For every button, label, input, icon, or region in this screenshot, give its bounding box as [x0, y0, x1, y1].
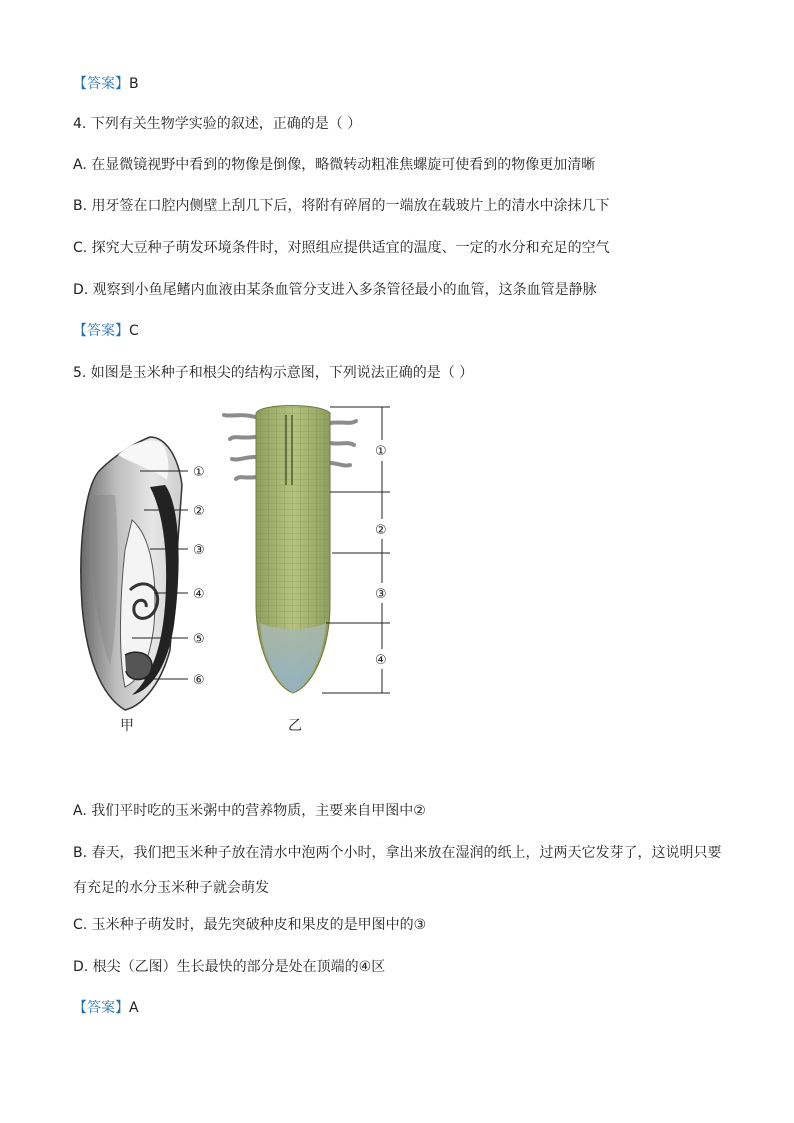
- answer-line-q5: [73, 998, 139, 1018]
- question-5-stem: 5. 如图是玉米种子和根尖的结构示意图，下列说法正确的是（ ）: [73, 365, 474, 381]
- q4-option-b: B. 用牙签在口腔内侧壁上刮几下后，将附有碎屑的一端放在载玻片上的清水中涂抹几下: [73, 198, 610, 214]
- yi-label-3: ③: [375, 587, 387, 602]
- q5-option-b-cont: 有充足的水分玉米种子就会萌发: [73, 880, 269, 896]
- answer-line-q4: [73, 321, 139, 341]
- q5-option-c: C. 玉米种子萌发时，最先突破种皮和果皮的是甲图中的③: [73, 917, 427, 933]
- answer-tag: 【答案】: [73, 1000, 129, 1016]
- answer-value: B: [129, 76, 139, 92]
- q5-option-a: A. 我们平时吃的玉米粥中的营养物质，主要来自甲图中②: [73, 803, 426, 819]
- jia-label-1: ①: [193, 465, 205, 480]
- jia-label-6: ⑥: [193, 673, 205, 688]
- answer-value: C: [129, 323, 139, 339]
- root-hair: [232, 457, 255, 460]
- corn-seed-labels: [130, 455, 220, 695]
- figure-yi-caption: 乙: [288, 718, 302, 734]
- q4-option-c: C. 探究大豆种子萌发环境条件时，对照组应提供适宜的温度、一定的水分和充足的空气: [73, 240, 610, 256]
- root-tip-labels: [320, 405, 400, 700]
- jia-label-5: ⑤: [193, 632, 205, 647]
- yi-label-1: ①: [375, 444, 387, 459]
- jia-label-3: ③: [193, 543, 205, 558]
- root-hair: [236, 477, 256, 479]
- question-4-stem: 4. 下列有关生物学实验的叙述，正确的是（ ）: [73, 116, 362, 132]
- yi-label-2: ②: [375, 523, 387, 538]
- answer-tag: 【答案】: [73, 323, 129, 339]
- answer-tag: 【答案】: [73, 76, 129, 92]
- answer-value: A: [129, 1000, 139, 1016]
- q4-option-a: A. 在显微镜视野中看到的物像是倒像，略微转动粗准焦螺旋可使看到的物像更加清晰: [73, 157, 596, 173]
- q5-option-b: B. 春天，我们把玉米种子放在清水中泡两个小时，拿出来放在湿润的纸上，过两天它发芽了，这说明只要: [73, 845, 722, 861]
- jia-label-2: ②: [193, 504, 205, 519]
- figure-jia-caption: 甲: [120, 718, 134, 734]
- yi-label-4: ④: [375, 653, 387, 668]
- jia-label-4: ④: [193, 587, 205, 602]
- answer-line-q3: [73, 74, 139, 94]
- root-hair: [224, 415, 255, 417]
- root-cap: [260, 623, 326, 693]
- q4-option-d: D. 观察到小鱼尾鳍内血液由某条血管分支进入多条管径最小的血管，这条血管是静脉: [73, 282, 597, 298]
- root-hair: [230, 437, 255, 439]
- q5-option-d: D. 根尖（乙图）生长最快的部分是处在顶端的④区: [73, 959, 386, 975]
